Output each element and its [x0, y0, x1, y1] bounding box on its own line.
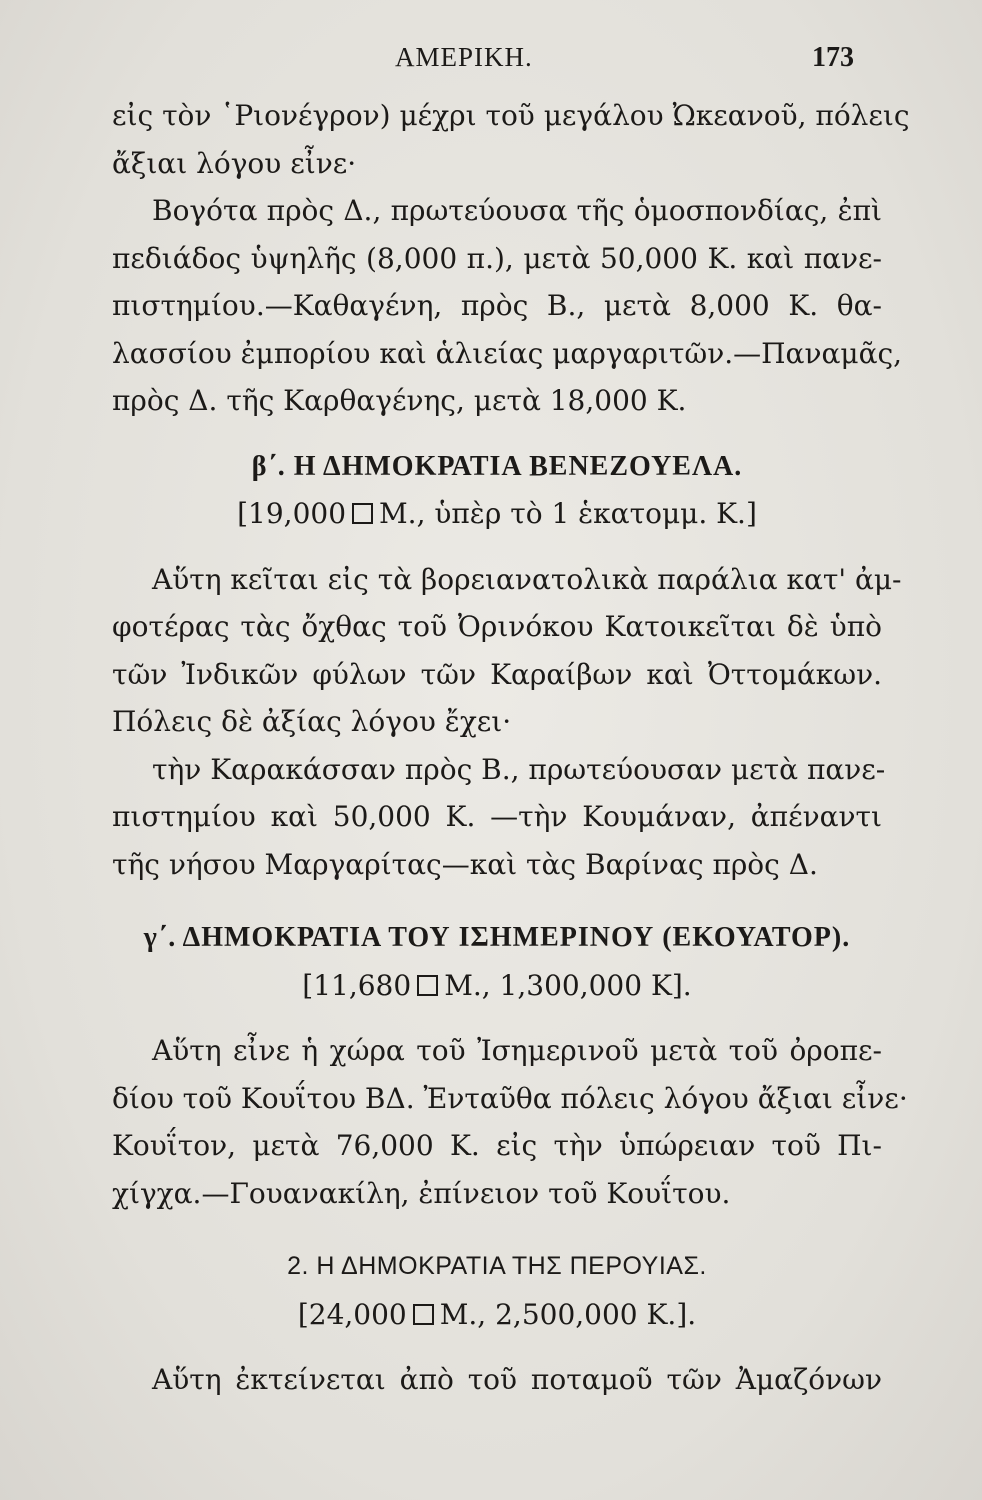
text-line: εἰς τὸν ῾Ριονέγρον) μέχρι τοῦ μεγάλου Ὠκεανοῦ, πόλεις	[112, 99, 910, 132]
text-line: δίου τοῦ Κουΐτου ΒΔ. Ἐνταῦθα πόλεις λόγου ἄξιαι εἶνε·	[112, 1081, 908, 1115]
text-line: πρὸς Δ. τῆς Καρθαγένης, μετὰ 18,000 Κ.	[112, 384, 687, 417]
text-line: τῶν Ἰνδικῶν φύλων τῶν Καραίβων καὶ Ὀττομάκων.	[112, 657, 882, 691]
stats-rest: Μ., 2,500,000 Κ.].	[439, 1297, 697, 1331]
text-line: πεδιάδος ὑψηλῆς (8,000 π.), μετὰ 50,000 Κ. καὶ πανε-	[112, 241, 882, 275]
text-line: Αὕτη κεῖται εἰς τὰ βορειανατολικὰ παράλια κατ' ἀμ-	[152, 562, 902, 596]
text-line: τὴν Καρακάσσαν πρὸς Β., πρωτεύουσαν μετὰ πανε-	[152, 752, 886, 786]
stats-area: [24,000	[297, 1297, 407, 1331]
page-number: 173	[812, 42, 854, 73]
square-symbol-icon	[352, 503, 373, 524]
text-line: τῆς νήσου Μαργαρίτας—καὶ τὰς Βαρίνας πρὸς Δ.	[112, 847, 818, 881]
running-head	[0, 42, 982, 82]
section-heading: β΄. Η ΔΗΜΟΚΡΑΤΙΑ ΒΕΝΕΖΟΥΕΛΑ.	[251, 450, 743, 482]
section-heading: γ΄. ΔΗΜΟΚΡΑΤΙΑ ΤΟΥ ΙΣΗΜΕΡΙΝΟΥ (ΕΚΟΥΑΤΟΡ).	[143, 922, 851, 953]
stats-rest: Μ., 1,300,000 Κ].	[444, 968, 692, 1002]
text-line: πιστημίου.—Καθαγένη, πρὸς Β., μετὰ 8,000 Κ. θα-	[112, 289, 882, 322]
running-title: ΑΜΕΡΙΚΗ.	[395, 42, 533, 72]
stats-rest: Μ., ὑπὲρ τὸ 1 ἑκατομμ. Κ.]	[379, 497, 757, 530]
text-line: Βογότα πρὸς Δ., πρωτεύουσα τῆς ὁμοσπονδίας, ἐπὶ	[152, 194, 882, 227]
text-line: Αὕτη ἐκτείνεται ἀπὸ τοῦ ποταμοῦ τῶν Ἀμαζόνων	[152, 1363, 882, 1396]
text-line: Πόλεις δὲ ἀξίας λόγου ἔχει·	[112, 705, 512, 738]
square-symbol-icon	[417, 975, 438, 996]
stats-area: [11,680	[302, 968, 412, 1002]
text-line: φοτέρας τὰς ὄχθας τοῦ Ὀρινόκου Κατοικεῖται δὲ ὑπὸ	[112, 610, 882, 643]
text-line: ἄξιαι λόγου εἶνε·	[112, 146, 357, 180]
section-stats	[112, 962, 882, 1010]
stats-area: [19,000	[237, 497, 347, 530]
text-line: πιστημίου καὶ 50,000 Κ. —τὴν Κουμάναν, ἀπέναντι	[112, 800, 882, 833]
text-line: Αὕτη εἶνε ἡ χώρα τοῦ Ἰσημερινοῦ μετὰ τοῦ ὀροπε-	[152, 1034, 882, 1067]
text-line: λασσίου ἐμπορίου καὶ ἁλιείας μαργαριτῶν.—Παναμᾶς,	[112, 336, 903, 370]
section-stats	[112, 1291, 882, 1339]
text-line: Κουΐτον, μετὰ 76,000 Κ. εἰς τὴν ὑπώρειαν τοῦ Πι-	[112, 1129, 882, 1162]
section-heading: 2. Η ΔΗΜΟΚΡΑΤΙΑ ΤΗΣ ΠΕΡΟΥΙΑΣ.	[287, 1252, 707, 1280]
page-body	[112, 92, 910, 1404]
text-line: χίγχα.—Γουανακίλη, ἐπίνειον τοῦ Κουΐτου.	[112, 1176, 731, 1210]
section-stats	[112, 490, 882, 538]
square-symbol-icon	[413, 1304, 434, 1325]
